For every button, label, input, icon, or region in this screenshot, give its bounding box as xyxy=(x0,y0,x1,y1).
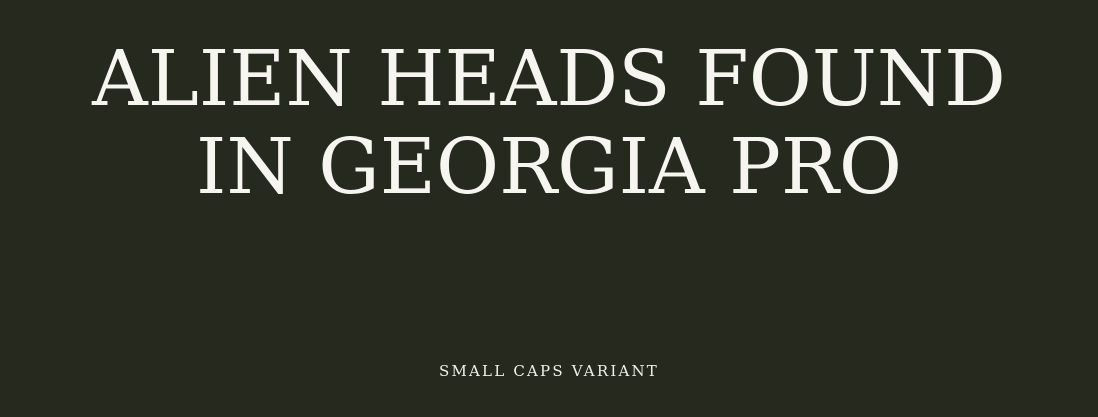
headline-line-2: IN GEORGIA PRO xyxy=(195,123,902,212)
headline xyxy=(0,36,1098,212)
variant-caption: SMALL CAPS VARIANT xyxy=(438,362,660,380)
headline-line-1: ALIEN HEADS FOUND xyxy=(92,35,1006,124)
